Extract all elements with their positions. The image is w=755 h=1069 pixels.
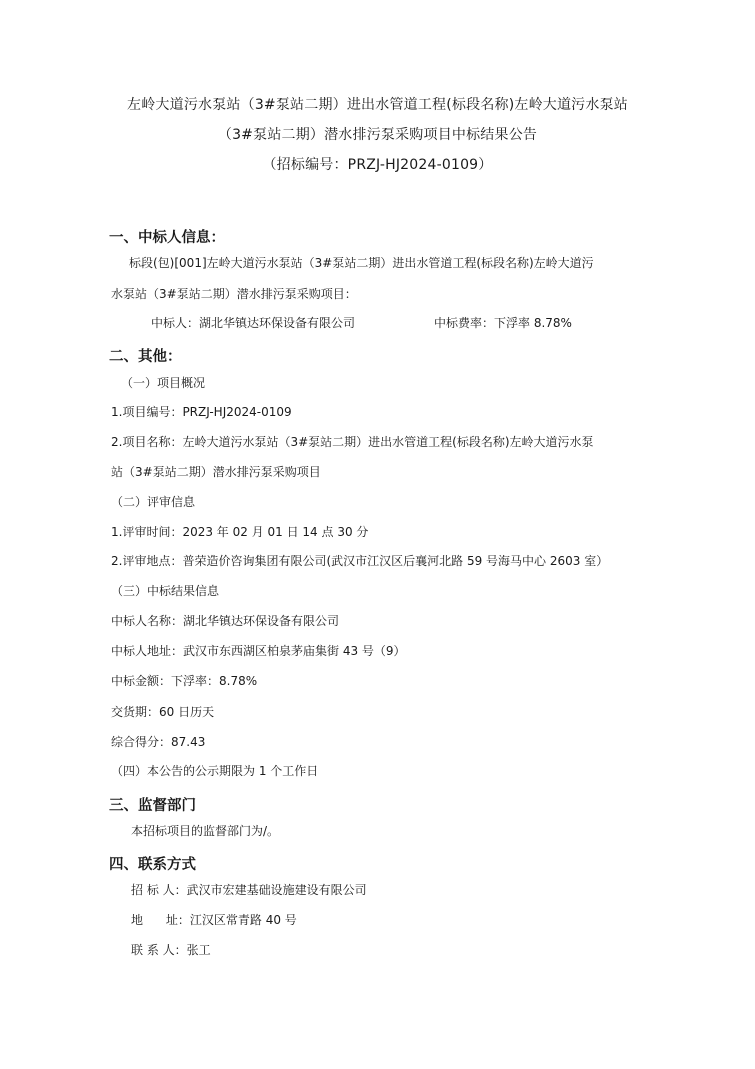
- section-heading-other: 二、其他：: [109, 349, 182, 365]
- publicity-period: （四）本公告的公示期限为 1 个工作日: [111, 764, 319, 778]
- review-place: 2.评审地点：普荣造价咨询集团有限公司(武汉市江汉区后襄河北路 59 号海马中心 2603 室）: [111, 554, 609, 568]
- section-heading-supervision: 三、监督部门: [109, 798, 196, 814]
- winner-rate: 中标费率：下浮率 8.78%: [434, 316, 572, 330]
- tender-number: （招标编号：PRZJ-HJ2024-0109）: [262, 157, 493, 173]
- result-bid-amount: 中标金额：下浮率：8.78%: [111, 674, 258, 688]
- subheading-result-info: （三）中标结果信息: [111, 584, 220, 598]
- project-name-line-1: 2.项目名称：左岭大道污水泵站（3#泵站二期）进出水管道工程(标段名称)左岭大道污水泵: [111, 435, 594, 449]
- section-heading-winner-info: 一、中标人信息：: [109, 230, 225, 246]
- winner-name: 中标人：湖北华镇达环保设备有限公司: [151, 316, 356, 330]
- title-line-2: （3#泵站二期）潜水排污泵采购项目中标结果公告: [217, 127, 538, 143]
- lot-description-line-1: 标段(包)[001]左岭大道污水泵站（3#泵站二期）进出水管道工程(标段名称)左岭大道污: [129, 256, 594, 270]
- section-heading-contact: 四、联系方式: [109, 857, 196, 873]
- lot-description-line-2: 水泵站（3#泵站二期）潜水排污泵采购项目：: [111, 287, 357, 301]
- result-overall-score: 综合得分：87.43: [111, 735, 206, 749]
- result-delivery-period: 交货期：60 日历天: [111, 705, 215, 719]
- title-line-1: 左岭大道污水泵站（3#泵站二期）进出水管道工程(标段名称)左岭大道污水泵站: [127, 97, 628, 113]
- subheading-review-info: （二）评审信息: [111, 495, 196, 509]
- result-winner-address: 中标人地址：武汉市东西湖区柏泉茅庙集街 43 号（9）: [111, 644, 406, 658]
- contact-address: 地 址：江汉区常青路 40 号: [131, 913, 297, 927]
- supervision-department: 本招标项目的监督部门为/。: [131, 824, 280, 838]
- review-time: 1.评审时间：2023 年 02 月 01 日 14 点 30 分: [111, 525, 369, 539]
- project-name-line-2: 站（3#泵站二期）潜水排污泵采购项目: [111, 465, 321, 479]
- contact-person: 联 系 人：张工: [131, 943, 211, 957]
- result-winner-name: 中标人名称：湖北华镇达环保设备有限公司: [111, 614, 340, 628]
- subheading-project-overview: （一）项目概况: [121, 376, 206, 390]
- contact-tenderer: 招 标 人：武汉市宏建基础设施建设有限公司: [131, 883, 367, 897]
- project-number: 1.项目编号：PRZJ-HJ2024-0109: [111, 405, 292, 419]
